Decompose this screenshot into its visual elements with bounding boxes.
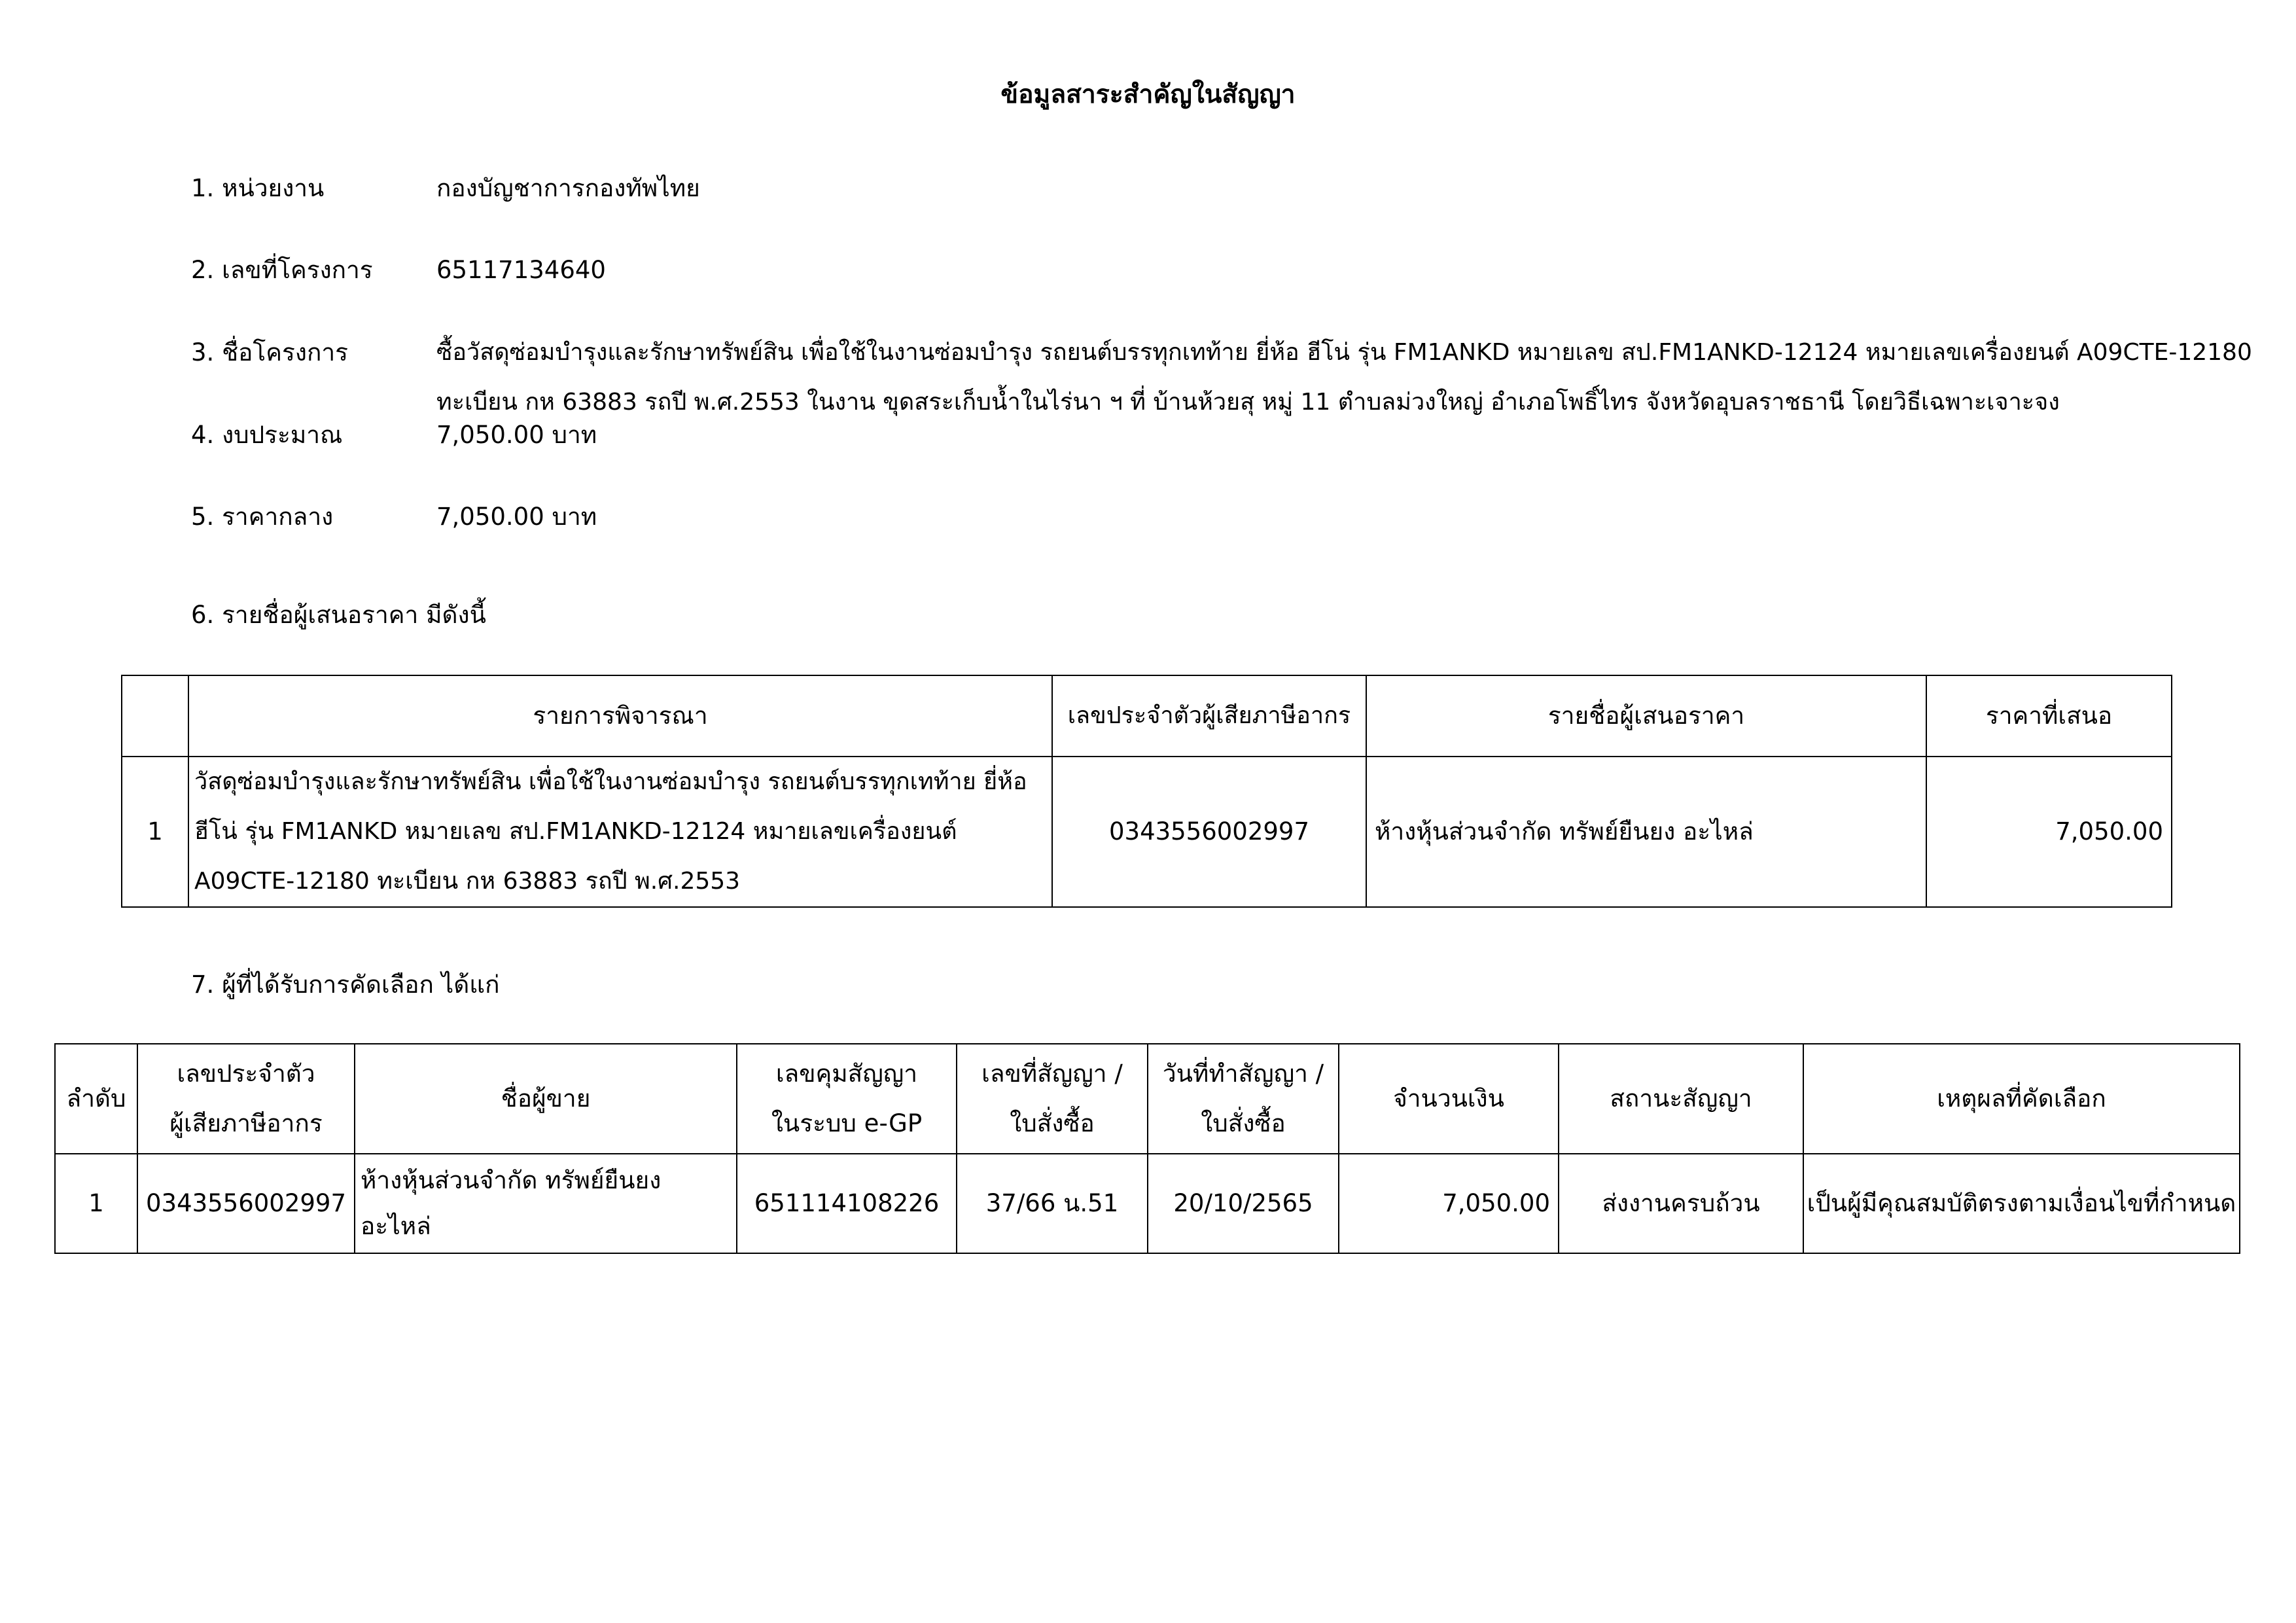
- budget-label: 4. งบประมาณ: [191, 421, 343, 449]
- winners-header-reason: เหตุผลที่คัดเลือก: [1803, 1044, 2240, 1154]
- project-name-label: 3. ชื่อโครงการ: [191, 338, 349, 366]
- winners-cell-no: 1: [55, 1154, 137, 1253]
- bidders-cell-no: 1: [122, 757, 188, 907]
- bidders-cell-tax-id: 0343556002997: [1052, 757, 1366, 907]
- winners-seller-line2: อะไหล่: [361, 1212, 431, 1240]
- bidders-table: [121, 675, 2172, 908]
- winners-header-contract-no: [957, 1044, 1148, 1154]
- project-name-line1: ซื้อวัสดุซ่อมบำรุงและรักษาทรัพย์สิน เพื่อใช้ในงานซ่อมบำรุง รถยนต์บรรทุกเทท้าย ยี่ห้อ ฮีโน่ รุ่น FM1ANKD หมายเลข สป.FM1ANKD-12124 หมายเลขเครื่องยนต์ A09CTE-12180: [436, 339, 2252, 366]
- bidders-header-item: รายการพิจารณา: [188, 675, 1052, 757]
- agency-label: 1. หน่วยงาน: [191, 174, 325, 202]
- winners-cell-amount: 7,050.00: [1339, 1154, 1559, 1253]
- bidders-cell-price: 7,050.00: [1926, 757, 2172, 907]
- section-6-heading: 6. รายชื่อผู้เสนอราคา มีดังนี้: [191, 601, 486, 629]
- winners-header-no: ลำดับ: [55, 1044, 137, 1154]
- winners-header-seller: ชื่อผู้ขาย: [355, 1044, 737, 1154]
- winners-header-contract-date-line1: วันที่ทำสัญญา /: [1162, 1060, 1324, 1088]
- winners-header-control-line2: ในระบบ e-GP: [771, 1109, 923, 1137]
- winners-header-control: [737, 1044, 957, 1154]
- bidders-cell-item: [188, 757, 1052, 907]
- winners-header-control-line1: เลขคุมสัญญา: [775, 1060, 918, 1088]
- bidders-cell-bidder: ห้างหุ้นส่วนจำกัด ทรัพย์ยืนยง อะไหล่: [1366, 757, 1926, 907]
- winners-cell-contract-date: 20/10/2565: [1148, 1154, 1339, 1253]
- winners-header-tax-id: [137, 1044, 355, 1154]
- winners-header-tax-id-line1: เลขประจำตัว: [177, 1060, 315, 1088]
- section-7-heading: 7. ผู้ที่ได้รับการคัดเลือก ได้แก่: [191, 971, 500, 999]
- page-title: ข้อมูลสาระสำคัญในสัญญา: [1000, 80, 1296, 109]
- table-row: [122, 757, 2172, 907]
- winners-seller-line1: ห้างหุ้นส่วนจำกัด ทรัพย์ยืนยง: [361, 1166, 662, 1194]
- bidders-item-line1: วัสดุซ่อมบำรุงและรักษาทรัพย์สิน เพื่อใช้ในงานซ่อมบำรุง รถยนต์บรรทุกเทท้าย ยี่ห้อ: [194, 768, 1027, 795]
- winners-header-amount: จำนวนเงิน: [1339, 1044, 1559, 1154]
- winners-cell-control-no: 651114108226: [737, 1154, 957, 1253]
- winners-header-contract-date: [1148, 1044, 1339, 1154]
- project-no-label: 2. เลขที่โครงการ: [191, 256, 373, 284]
- project-name-line2: ทะเบียน กห 63883 รถปี พ.ศ.2553 ในงาน ขุดสระเก็บน้ำในไร่นา ฯ ที่ บ้านห้วยสุ หมู่ 11 ตำบลม่วงใหญ่ อำเภอโพธิ์ไทร จังหวัดอุบลราชธานี โดยวิธีเฉพาะเจาะจง: [436, 389, 2060, 416]
- winners-header-contract-no-line1: เลขที่สัญญา /: [981, 1060, 1123, 1088]
- median-price-value: 7,050.00 บาท: [436, 503, 597, 531]
- project-no-value: 65117134640: [436, 256, 606, 284]
- winners-cell-seller: [355, 1154, 737, 1253]
- winners-table: [54, 1043, 2240, 1254]
- median-price-label: 5. ราคากลาง: [191, 503, 334, 531]
- winners-cell-status: ส่งงานครบถ้วน: [1559, 1154, 1803, 1253]
- bidders-item-line3: A09CTE-12180 ทะเบียน กห 63883 รถปี พ.ศ.2553: [194, 868, 741, 895]
- budget-value: 7,050.00 บาท: [436, 421, 597, 449]
- agency-value: กองบัญชาการกองทัพไทย: [436, 174, 700, 202]
- bidders-header-row: [122, 675, 2172, 757]
- bidders-header-bidder: รายชื่อผู้เสนอราคา: [1366, 675, 1926, 757]
- winners-header-row: [55, 1044, 2240, 1154]
- bidders-header-price: ราคาที่เสนอ: [1926, 675, 2172, 757]
- bidders-item-line2: ฮีโน่ รุ่น FM1ANKD หมายเลข สป.FM1ANKD-12124 หมายเลขเครื่องยนต์: [194, 818, 957, 845]
- winners-header-contract-no-line2: ใบสั่งซื้อ: [1010, 1109, 1095, 1137]
- winners-cell-tax-id: 0343556002997: [137, 1154, 355, 1253]
- bidders-header-tax-id: เลขประจำตัวผู้เสียภาษีอากร: [1052, 675, 1366, 757]
- bidders-header-no: [122, 675, 188, 757]
- winners-cell-contract-no: 37/66 น.51: [957, 1154, 1148, 1253]
- winners-cell-reason: เป็นผู้มีคุณสมบัติตรงตามเงื่อนไขที่กำหนด: [1803, 1154, 2240, 1253]
- winners-header-tax-id-line2: ผู้เสียภาษีอากร: [169, 1109, 323, 1137]
- winners-header-contract-date-line2: ใบสั่งซื้อ: [1201, 1109, 1286, 1137]
- table-row: [55, 1154, 2240, 1253]
- winners-header-status: สถานะสัญญา: [1559, 1044, 1803, 1154]
